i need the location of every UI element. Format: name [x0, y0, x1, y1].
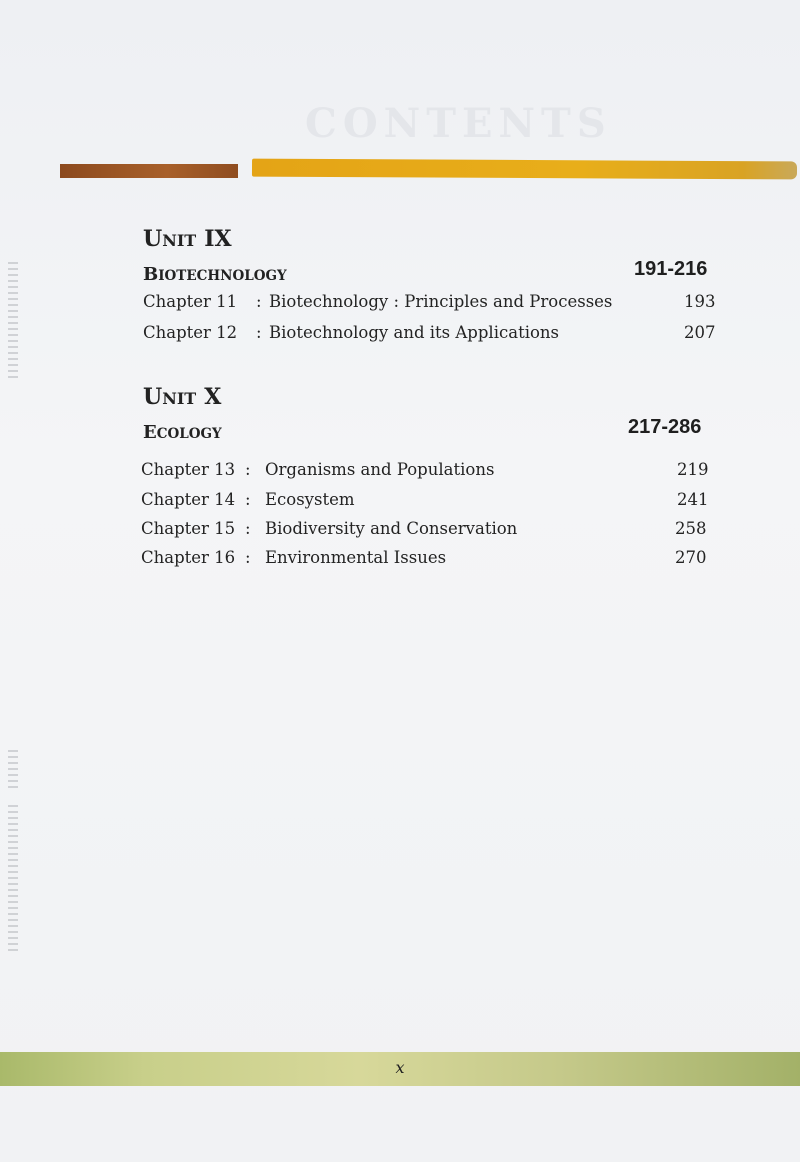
- chapter-page: 207: [684, 323, 716, 342]
- chapter-page: 270: [675, 548, 707, 567]
- chapter-page: 193: [684, 292, 716, 311]
- chapter-title: Ecosystem: [265, 490, 355, 509]
- chapter-title: Environmental Issues: [265, 548, 447, 567]
- chapter-title: Organisms and Populations: [265, 460, 495, 479]
- scan-edge-dots: [8, 262, 18, 382]
- chapter-title: Biodiversity and Conservation: [265, 519, 518, 538]
- footer-page-number: x: [395, 1058, 405, 1077]
- section-title: BIOTECHNOLOGY: [143, 264, 287, 285]
- unit-heading: [143, 384, 221, 410]
- toc-row: [0, 292, 800, 318]
- watermark-title: CONTENTS: [305, 100, 612, 147]
- chapter-title: Biotechnology and its Applications: [269, 323, 559, 342]
- toc-row: [0, 490, 800, 516]
- chapter-page: 241: [677, 490, 709, 509]
- chapter-separator: :: [256, 292, 262, 311]
- section-page-range: 191-216: [634, 258, 708, 280]
- chapter-label: Chapter 15: [141, 519, 236, 538]
- toc-row: [0, 548, 800, 574]
- section-title: ECOLOGY: [143, 422, 222, 443]
- chapter-label: Chapter 16: [141, 548, 236, 567]
- chapter-separator: :: [245, 460, 251, 479]
- header-bar-left: [60, 164, 238, 178]
- unit-word: UNIT: [143, 384, 197, 410]
- unit-numeral: X: [204, 384, 222, 410]
- scan-edge-dots: [8, 805, 18, 955]
- chapter-label: Chapter 12: [143, 323, 238, 342]
- chapter-label: Chapter 11: [143, 292, 238, 311]
- chapter-separator: :: [245, 519, 251, 538]
- section-page-range: 217-286: [628, 416, 702, 438]
- toc-row: [0, 323, 800, 349]
- scan-edge-dots: [8, 750, 18, 790]
- toc-row: [0, 460, 800, 486]
- toc-row: [0, 519, 800, 545]
- chapter-separator: :: [256, 323, 262, 342]
- unit-heading: [143, 226, 232, 252]
- chapter-page: 258: [675, 519, 707, 538]
- chapter-separator: :: [245, 548, 251, 567]
- chapter-separator: :: [245, 490, 251, 509]
- header-bar-right: [252, 159, 797, 180]
- chapter-label: Chapter 13: [141, 460, 236, 479]
- chapter-label: Chapter 14: [141, 490, 236, 509]
- chapter-title: Biotechnology : Principles and Processes: [269, 292, 613, 311]
- unit-numeral: IX: [204, 226, 232, 252]
- unit-word: UNIT: [143, 226, 197, 252]
- chapter-page: 219: [677, 460, 709, 479]
